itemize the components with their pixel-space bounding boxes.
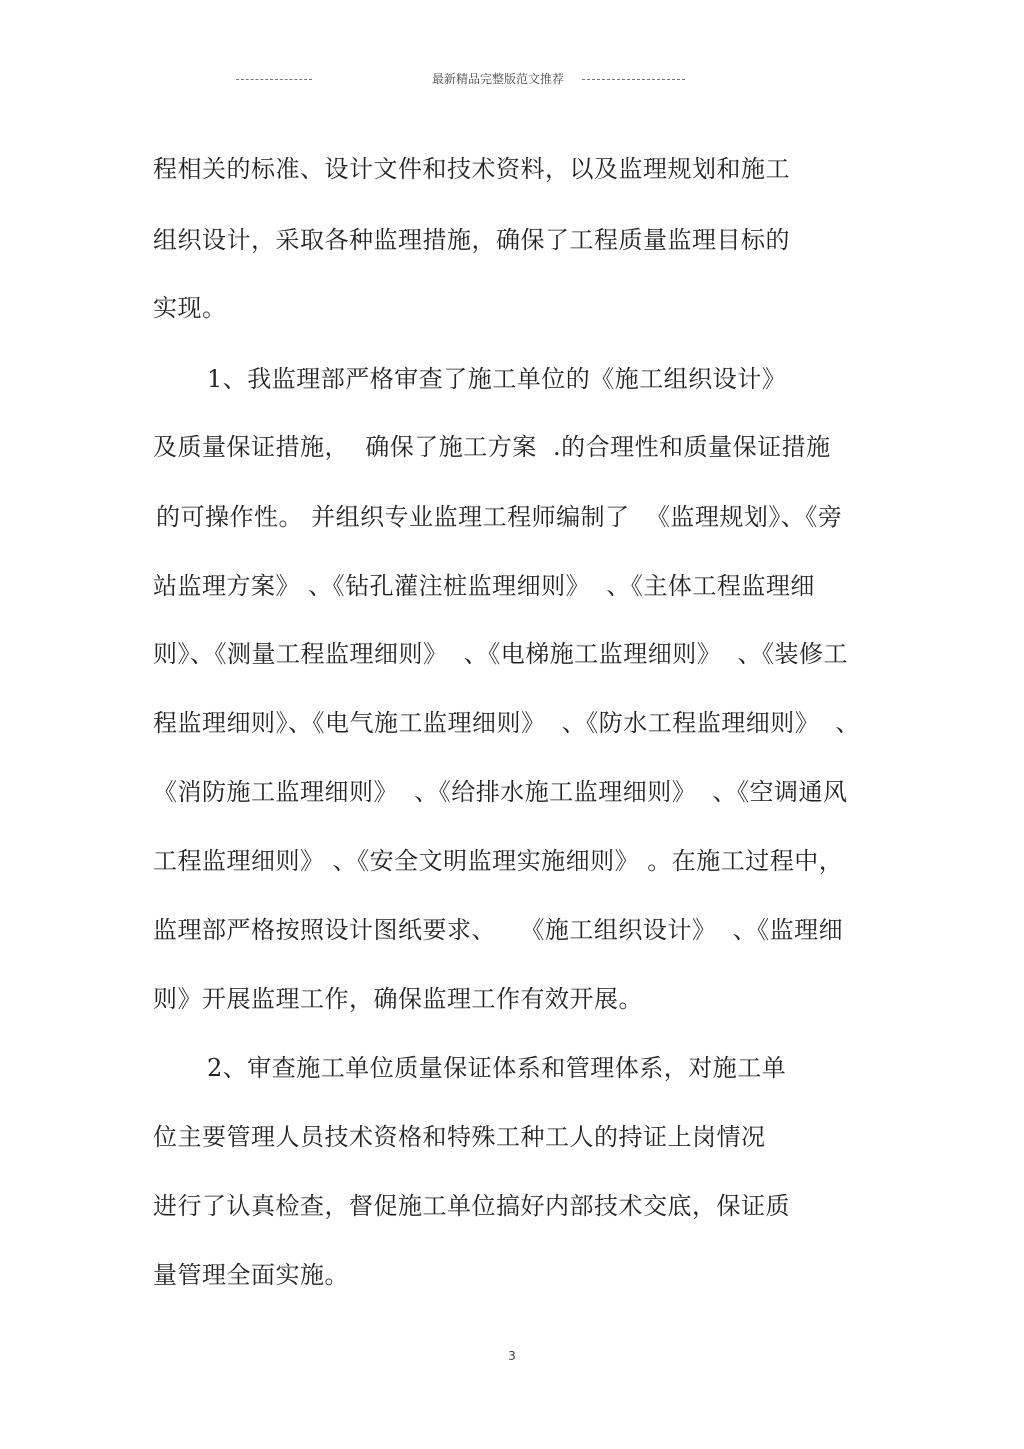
header-title: 最新精品完整版范文推荐 [432, 72, 565, 86]
text-line: 1、我监理部严格审查了施工单位的《施工组织设计》 [207, 365, 787, 393]
text-line: 实现。 [153, 294, 227, 322]
text-line: 位主要管理人员技术资格和特殊工种工人的持证上岗情况 [153, 1123, 766, 1151]
page-header [0, 70, 1024, 90]
text-line: 则》开展监理工作，确保监理工作有效开展。 [153, 985, 643, 1013]
page-number: 3 [508, 1349, 516, 1363]
text-line: 监理部严格按照设计图纸要求、 《施工组织设计》 、《监理细 [153, 916, 844, 944]
text-line: 程相关的标准、设计文件和技术资料，以及监理规划和施工 [153, 155, 790, 183]
text-line: 进行了认真检查，督促施工单位搞好内部技术交底，保证质 [153, 1192, 790, 1220]
text-line: 则》、《测量工程监理细则》 、《电梯施工监理细则》 、《装修工 [153, 640, 849, 668]
text-line: 量管理全面实施。 [153, 1261, 349, 1289]
text-line: 工程监理细则》 、《安全文明监理实施细则》 。在施工过程中， [153, 847, 844, 875]
text-line: 《消防施工监理细则》 、《给排水施工监理细则》 、《空调通风 [153, 778, 848, 806]
text-line: 及质量保证措施， 确保了施工方案 .的合理性和质量保证措施 [153, 433, 831, 461]
header-divider-left [236, 79, 312, 80]
text-line: 2、审查施工单位质量保证体系和管理体系，对施工单 [207, 1054, 787, 1082]
text-line: 程监理细则》、《电气施工监理细则》 、《防水工程监理细则》 、 [153, 709, 861, 737]
header-divider-right [582, 79, 685, 80]
text-line: 的可操作性。 并组织专业监理工程师编制了 《监理规划》、《旁 [156, 503, 843, 531]
text-line: 站监理方案》 、《钻孔灌注桩监理细则》 、《主体工程监理细 [153, 572, 815, 600]
text-line: 组织设计，采取各种监理措施，确保了工程质量监理目标的 [153, 226, 790, 254]
